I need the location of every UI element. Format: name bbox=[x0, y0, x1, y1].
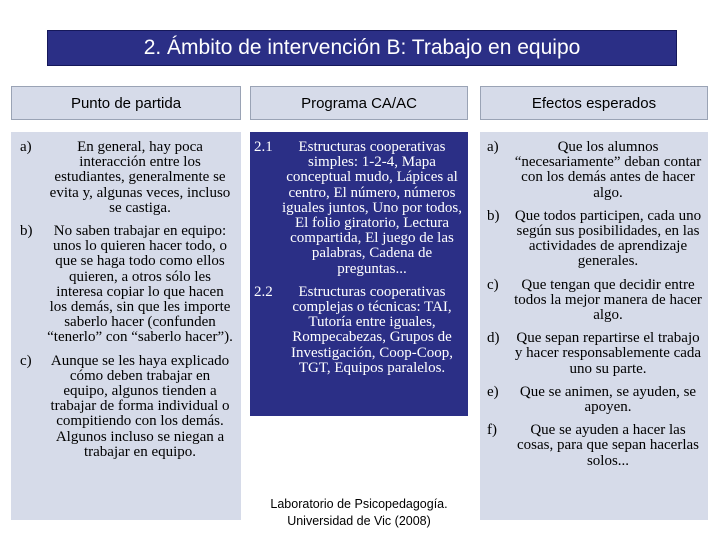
list-item-text: Que se ayuden a hacer las cosas, para que sepan hacerlas solos... bbox=[517, 422, 699, 469]
list-item-text: Que se animen, se ayuden, se apoyen. bbox=[519, 383, 697, 416]
list-marker: b) bbox=[20, 223, 33, 240]
program-list bbox=[254, 140, 464, 376]
starting-point-list bbox=[20, 140, 236, 460]
list-marker: c) bbox=[20, 352, 32, 369]
list-item-text: No saben trabajar en equipo: unos lo quieren hacer todo, o que se haga todo como ellos quieren, a otros sólo les interesa copiar lo que hacen los demás, sin que les importe saberlo hacer (confunden “tenerlo” con “saberlo hacer”). bbox=[47, 223, 233, 346]
list-marker: 2.2 bbox=[254, 283, 273, 300]
list-item bbox=[254, 285, 464, 376]
list-item-text: Aunque se les haya explicado cómo deben trabajar en equipo, algunos tienden a trabajar de forma individual o compitiendo con los demás. Algunos incluso se niegan a trabajar en equipo. bbox=[50, 352, 230, 460]
list-marker: c) bbox=[487, 276, 499, 293]
list-item-text: Que sepan repartirse el trabajo y hacer responsablemente cada uno su parte. bbox=[514, 330, 702, 377]
list-item-text: Estructuras cooperativas simples: 1-2-4, Mapa conceptual mudo, Lápices al centro, El número, números iguales juntos, Uno por todos, El folio giratorio, Lectura compartida, El juego de las palabras, Cadena de preguntas... bbox=[282, 139, 462, 277]
list-item bbox=[20, 224, 236, 346]
source-credit-line1: Laboratorio de Psicopedagogía. bbox=[270, 497, 448, 511]
source-credit bbox=[250, 496, 468, 530]
list-item bbox=[254, 140, 464, 277]
slide-title: 2. Ámbito de intervención B: Trabajo en equipo bbox=[47, 30, 677, 66]
list-item-text: En general, hay poca interacción entre los estudiantes, generalmente se evita y, algunas veces, incluso se castiga. bbox=[49, 139, 231, 216]
header-expected-effects: Efectos esperados bbox=[480, 86, 708, 120]
list-marker: e) bbox=[487, 383, 499, 400]
list-marker: a) bbox=[487, 139, 499, 155]
list-item-text: Que todos participen, cada uno según sus posibilidades, en las actividades de aprendizaje generales. bbox=[514, 207, 702, 270]
list-item bbox=[487, 209, 705, 270]
list-item bbox=[487, 385, 705, 415]
list-item bbox=[487, 278, 705, 324]
list-item bbox=[487, 140, 705, 201]
source-credit-line2: Universidad de Vic (2008) bbox=[287, 514, 431, 528]
list-marker: a) bbox=[20, 139, 32, 155]
header-starting-point: Punto de partida bbox=[11, 86, 241, 120]
list-item bbox=[487, 423, 705, 469]
list-marker: d) bbox=[487, 330, 500, 347]
list-item-text: Que los alumnos “necesariamente” deban contar con los demás antes de hacer algo. bbox=[514, 139, 702, 201]
list-marker: b) bbox=[487, 207, 500, 224]
header-program: Programa CA/AC bbox=[250, 86, 468, 120]
list-item-text: Estructuras cooperativas complejas o técnicas: TAI, Tutoría entre iguales, Rompecabezas, Grupos de Investigación, Coop-Coop, TGT, Equipos paralelos. bbox=[290, 283, 454, 376]
list-item bbox=[20, 140, 236, 216]
list-item bbox=[20, 354, 236, 460]
list-item-text: Que tengan que decidir entre todos la mejor manera de hacer algo. bbox=[514, 276, 702, 324]
expected-effects-list bbox=[487, 140, 705, 469]
list-marker: f) bbox=[487, 422, 497, 439]
list-marker: 2.1 bbox=[254, 139, 273, 155]
list-item bbox=[487, 331, 705, 377]
